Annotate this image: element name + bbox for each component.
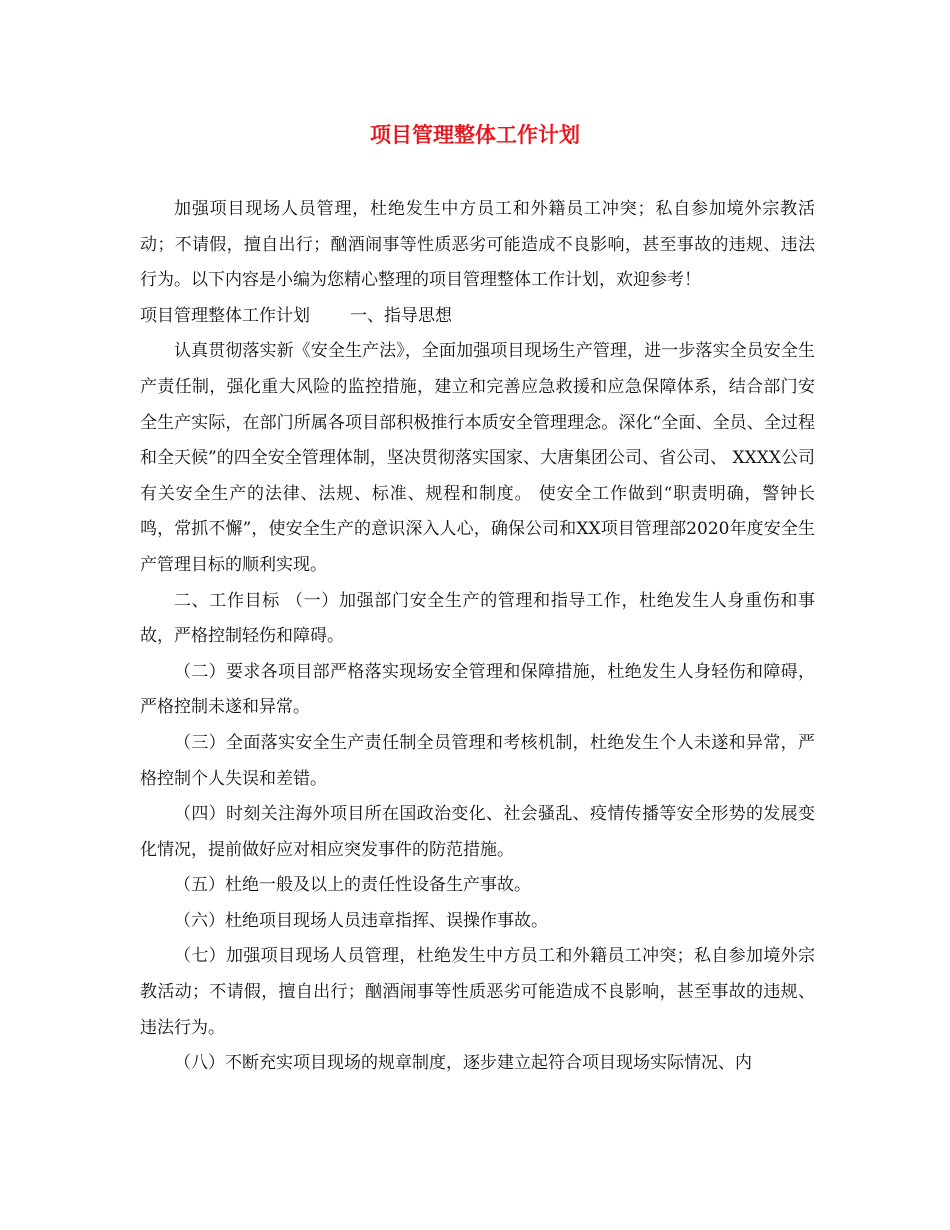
goal-item: （七）加强项目现场人员管理，杜绝发生中方员工和外籍员工冲突；私自参加境外宗教活动；不请假，擅自出行；酗酒闹事等性质恶劣可能造成不良影响，甚至事故的违规、违法行为。 xyxy=(140,946,815,1038)
document-body xyxy=(140,192,815,1082)
guiding-paragraph: 认真贯彻落实新《安全生产法》，全面加强项目现场生产管理，进一步落实全员安全生产责任制，强化重大风险的监控措施，建立和完善应急救援和应急保障体系，结合部门安全生产实际，在部门所属各项目部积极推行本质安全管理理念。深化“全面、全员、全过程和全天候”的四全安全管理体制，坚决贯彻落实国家、大唐集团公司、省公司、 XXXX公司有关安全生产的法律、法规、标准、规程和制度。 使安全工作做到“职责明确，警钟长鸣，常抓不懈”，使安全生产的意识深入人心，确保公司和XX项目管理部2020年度安全生产管理目标的顺利实现。 xyxy=(140,341,815,575)
goal-item: （二）要求各项目部严格落实现场安全管理和保障措施，杜绝发生人身轻伤和障碍，严格控制未遂和异常。 xyxy=(140,661,815,718)
intro-paragraph: 加强项目现场人员管理，杜绝发生中方员工和外籍员工冲突；私自参加境外宗教活动；不请假，擅自出行；酗酒闹事等性质恶劣可能造成不良影响，甚至事故的违规、违法行为。以下内容是小编为您精心整理的项目管理整体工作计划，欢迎参考！ xyxy=(140,199,815,291)
goal-item: （六）杜绝项目现场人员违章指挥、误操作事故。 xyxy=(174,910,548,931)
document-title: 项目管理整体工作计划 xyxy=(370,123,580,147)
goals-paragraph: 二、工作目标 （一）加强部门安全生产的管理和指导工作，杜绝发生人身重伤和事故，严格控制轻伤和障碍。 xyxy=(140,590,815,647)
section-one-heading: 一、指导思想 xyxy=(350,305,452,326)
plan-heading: 项目管理整体工作计划 xyxy=(140,305,310,326)
plan-heading-line xyxy=(140,299,815,335)
goal-item: （三）全面落实安全生产责任制全员管理和考核机制，杜绝发生个人未遂和异常，严格控制个人失误和差错。 xyxy=(140,732,815,789)
goal-item: （四）时刻关注海外项目所在国政治变化、社会骚乱、疫情传播等安全形势的发展变化情况，提前做好应对相应突发事件的防范措施。 xyxy=(140,804,815,860)
goal-item: （五）杜绝一般及以上的责任性设备生产事故。 xyxy=(174,875,531,896)
goal-item: （八）不断充实项目现场的规章制度，逐步建立起符合项目现场实际情况、内 xyxy=(174,1053,752,1074)
